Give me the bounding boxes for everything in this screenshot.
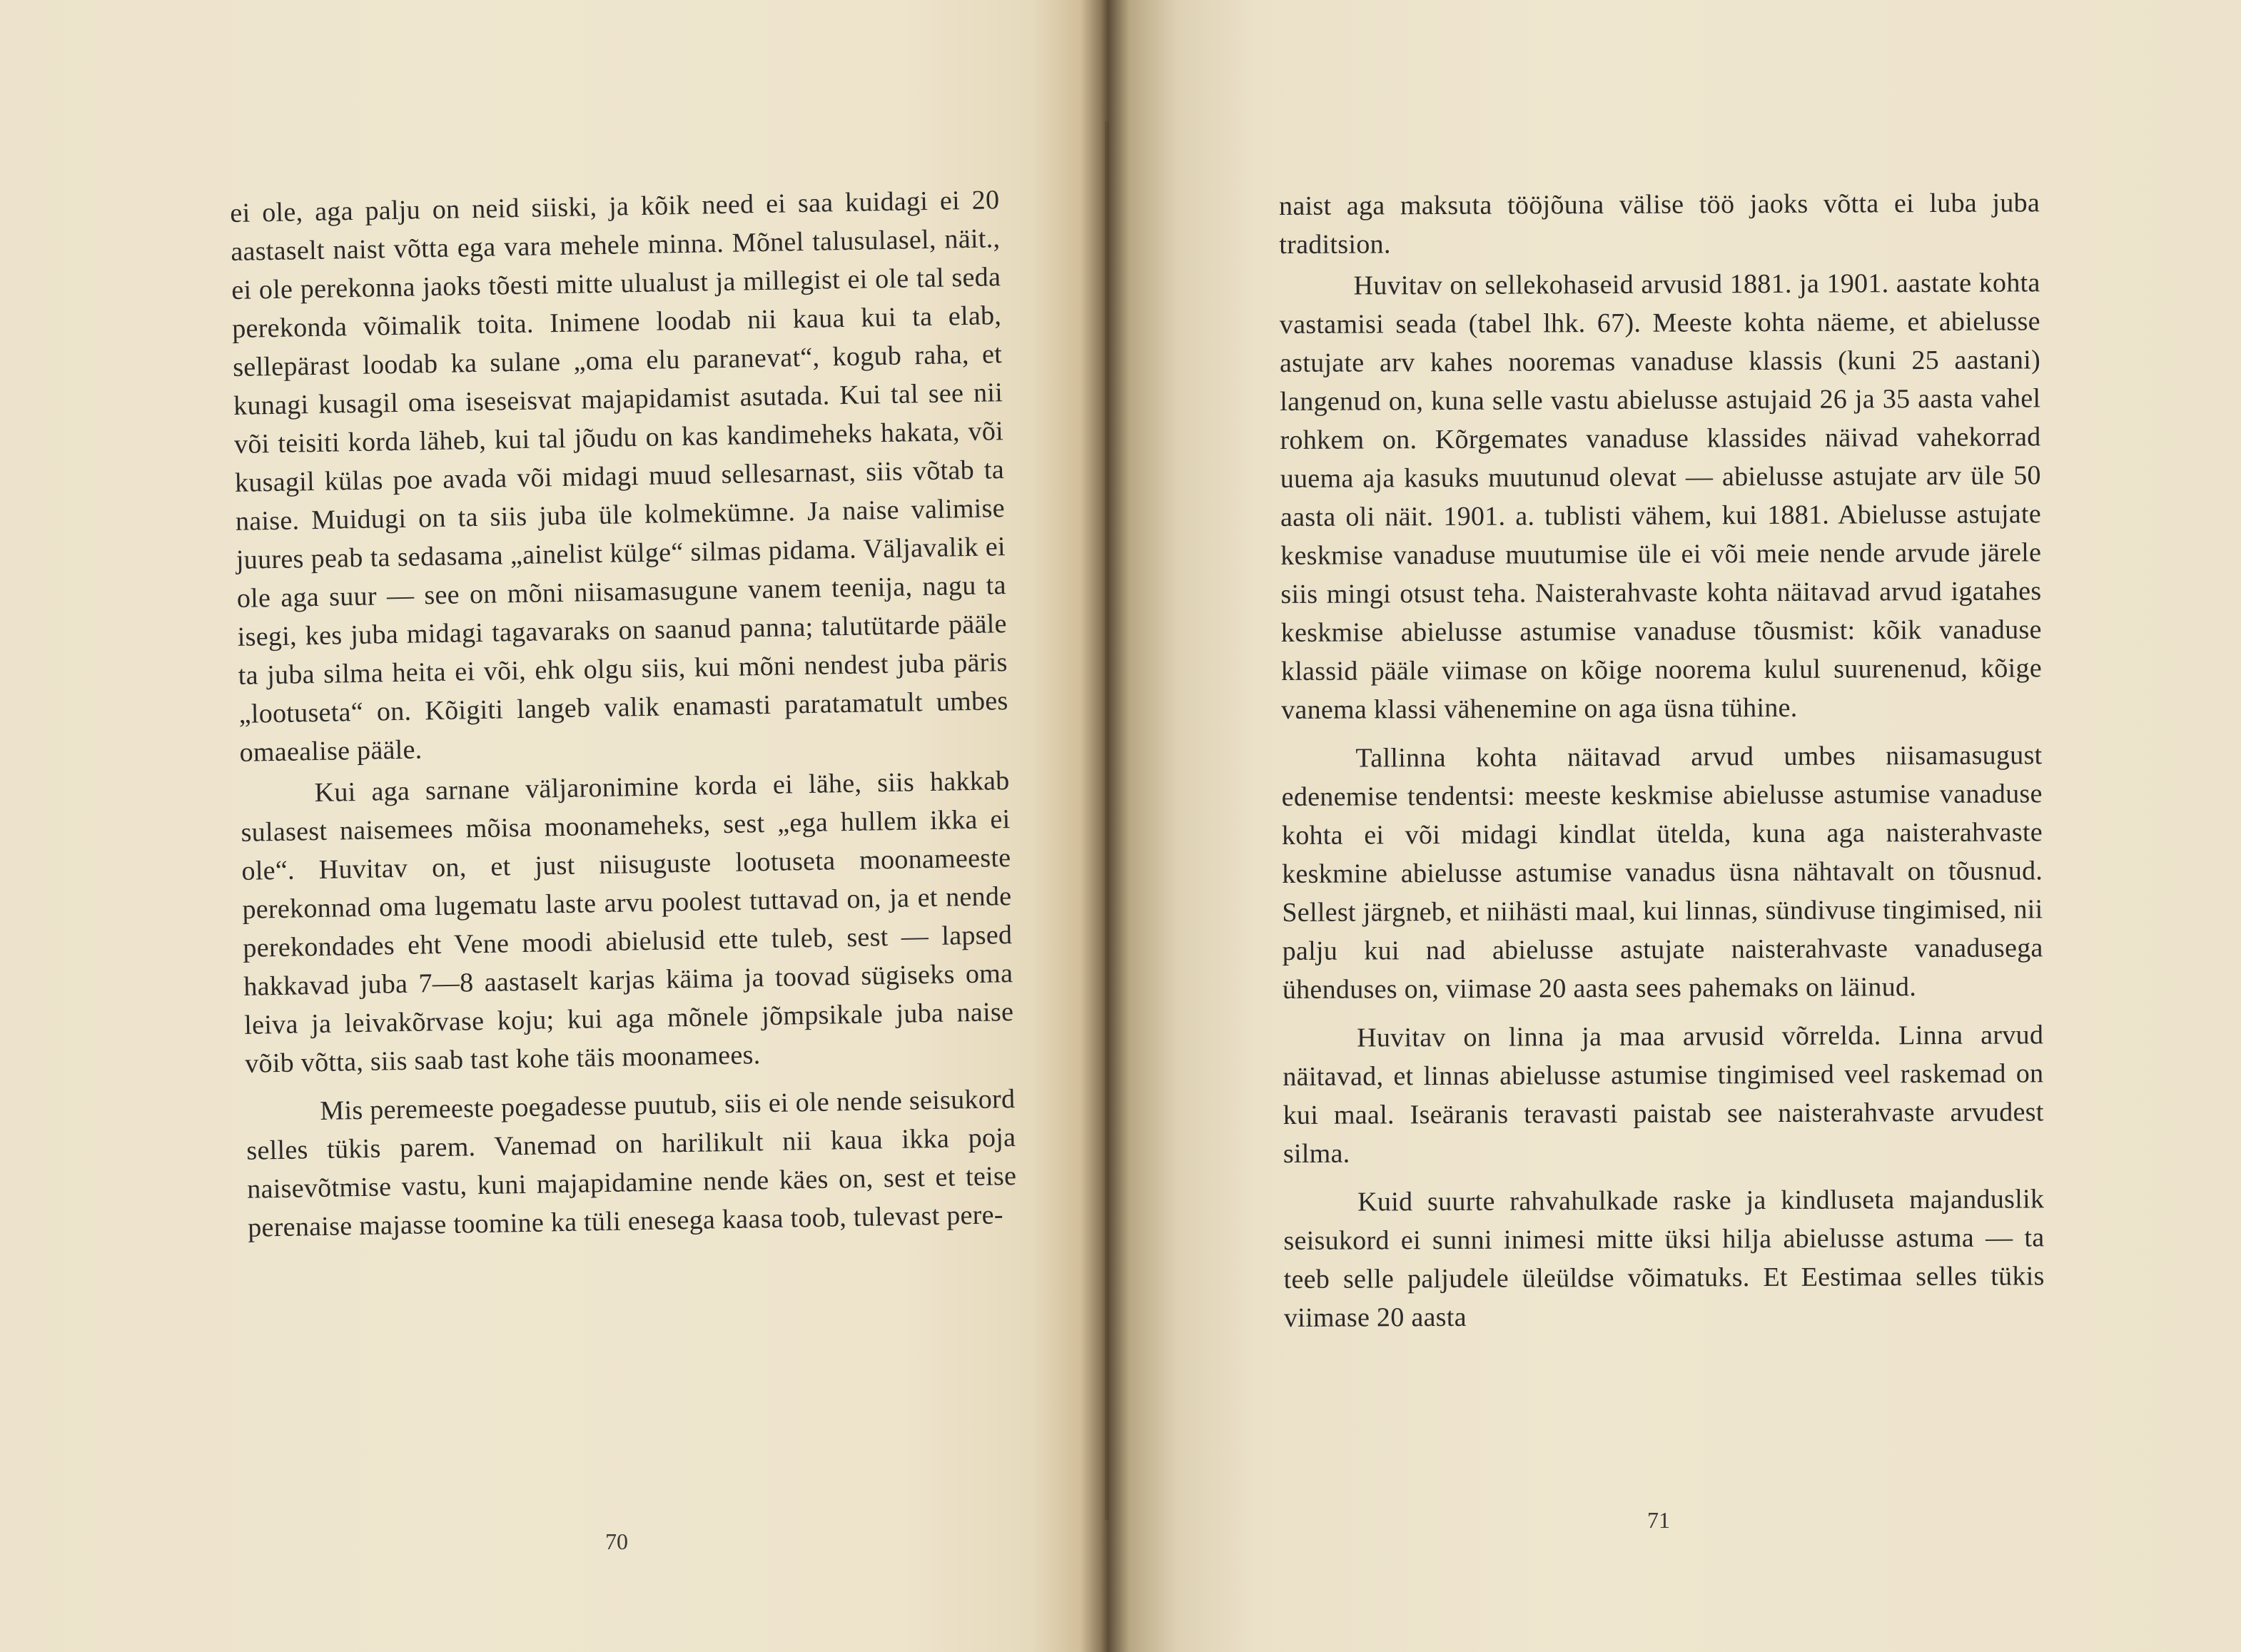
book-gutter — [1105, 121, 1109, 1520]
right-paragraph-5: Kuid suurte rahvahulkade raske ja kindluseta majanduslik seisukord ei sunni inimesi mitte üksi hilja abielusse astuma — ta teeb selle paljudele üleüldse võimatuks. Et Eestimaa selles tükis viimase 20 aasta — [1283, 1184, 2045, 1333]
left-paragraph-1: ei ole, aga palju on neid siiski, ja kõik need ei saa kuidagi ei 20 aastaselt naist võtta ega vara mehele minna. Mõnel talusulasel, näit., ei ole perekonna jaoks tõesti mitte ulualust ja millegist ei ole tal seda perekonda võimalik toita. Inimene loodab nii kaua kui ta elab, sellepärast loodab ka sulane „oma elu paranevat“, kogub raha, et kunagi kusagil oma iseseisvat majapidamist asutada. Kui tal see nii või teisiti korda läheb, kui tal jõudu on kas kandimeheks hakata, või kusagil külas poe avada või midagi muud sellesarnast, siis võtab ta naise. Muidugi on ta siis juba üle kolmekümne. Ja naise valimise juures peab ta sedasama „ainelist külge“ silmas pidama. Väljavalik ei ole aga suur — see on mõni niisamasugune vanem teenija, nagu ta isegi, kes juba midagi tagavaraks on saanud panna; talutütarde pääle ta juba silma heita ei või, ehk olgu siis, kui mõni nendest juba päris „lootuseta“ on. Kõigiti langeb valik enamasti paratamatult umbes omaealise pääle. — [230, 185, 1008, 768]
left-paragraph-2: Kui aga sarnane väljaronimine korda ei lähe, siis hakkab sulasest naisemees mõisa moonameheks, sest „ega hullem ikka ei ole“. Huvitav on, et just niisuguste lootuseta moonameeste perekonnad oma lugematu laste arvu poolest tuttavad on, ja et nende perekondades eht Vene moodi abielusid ette tuleb, sest — lapsed hakkavad juba 7—8 aastaselt karjas käima ja toovad sügiseks oma leiva ja leivakõrvase koju; kui aga mõnele jõmpsikale juba naise võib võtta, siis saab tast kohe täis moonamees. — [241, 766, 1014, 1079]
right-page-number: 71 — [1647, 1507, 1670, 1533]
right-paragraph-4: Huvitav on linna ja maa arvusid võrrelda. Linna arvud näitavad, et linnas abielusse astumise tingimised veel raskemad on kui maal. Iseäranis teravasti paistab see naisterahvaste arvudest silma. — [1283, 1020, 2044, 1169]
left-page — [0, 0, 1103, 1652]
left-page-text — [230, 181, 1018, 1250]
right-paragraph-2: Huvitav on sellekohaseid arvusid 1881. ja 1901. aastate kohta vastamisi seada (tabel lhk. 67). Meeste kohta näeme, et abielusse astujate arv kahes nooremas vanaduse klassis (kuni 25 aastani) langenud on, kuna selle vastu abielusse astujaid 26 ja 35 aasta vahel rohkem on. Kõrgemates vanaduse klassides näivad vahekorrad uuema aja kasuks muutunud olevat — abielusse astujate arv üle 50 aasta oli näit. 1901. a. tublisti vähem, kui 1881. Abielusse astujate keskmise vanaduse muutumise üle ei või meie nende arvude järele siis mingi otsust teha. Naisterahvaste kohta näitavad arvud igatahes keskmise abielusse astumise vanaduse tõusmist: kõik vanaduse klassid pääle viimase on kõige noorema kulul suurenenud, kõige vanema klassi vähenemine on aga üsna tühine. — [1279, 268, 2043, 725]
right-page-text — [1279, 183, 2045, 1340]
right-paragraph-1: naist aga maksuta tööjõuna välise töö jaoks võtta ei luba juba traditsion. — [1279, 188, 2040, 260]
left-page-number: 70 — [605, 1529, 628, 1554]
right-paragraph-3: Tallinna kohta näitavad arvud umbes niisamasugust edenemise tendentsi: meeste keskmise abielusse astumise vanaduse kohta ei või midagi kindlat ütelda, kuna aga naisterahvaste keskmine abielusse astumise vanadus üsna nähtavalt on tõusnud. Sellest järgneb, et niihästi maal, kui linnas, sündivuse tingimised, nii palju kui nad abielusse astujate naisterahvaste vanadusega ühenduses on, viimase 20 aasta sees pahemaks on läinud. — [1281, 740, 2043, 1005]
right-page — [1113, 0, 2241, 1652]
left-paragraph-3: Mis peremeeste poegadesse puutub, siis ei ole nende seisukord selles tükis parem. Vanemad on harilikult nii kaua ikka poja naisevõtmise vastu, kuni majapidamine nende käes on, sest et teise perenaise majasse toomine ka tüli enesega kaasa toob, tulevast pere- — [246, 1083, 1017, 1243]
